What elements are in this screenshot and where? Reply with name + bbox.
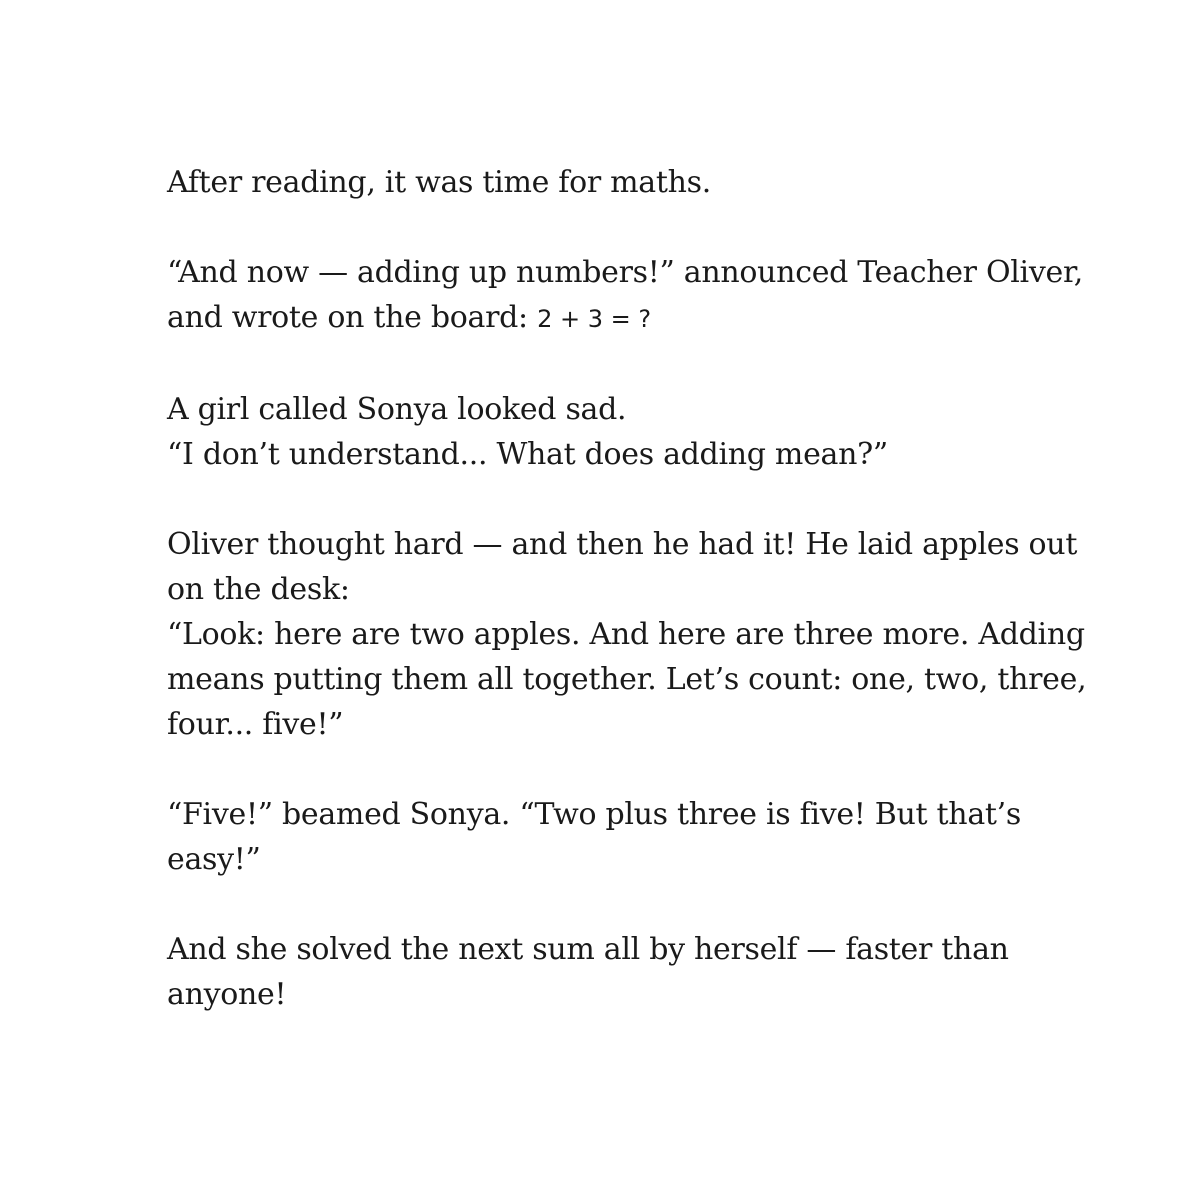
text-line: “Five!” beamed Sonya. “Two plus three is five! But that’s — [167, 797, 1021, 832]
text-line: And she solved the next sum all by herself — faster than — [167, 932, 1009, 967]
story-page — [167, 160, 1087, 1062]
paragraph-sonya-understands — [167, 792, 1087, 882]
paragraph-apples-explanation — [167, 522, 1087, 747]
text-line: easy!” — [167, 842, 261, 877]
paragraph-teacher-announcement — [167, 250, 1087, 342]
text-line: means putting them all together. Let’s count: one, two, three, — [167, 662, 1087, 697]
text-line: A girl called Sonya looked sad. — [167, 392, 627, 427]
paragraph-sonya-confused — [167, 387, 1087, 477]
text-line: “I don’t understand... What does adding mean?” — [167, 437, 888, 472]
text-fragment: and wrote on the board: — [167, 300, 538, 335]
paragraph-maths-time — [167, 160, 1087, 205]
text-line: anyone! — [167, 977, 287, 1012]
text-line: on the desk: — [167, 572, 350, 607]
text-line: four... five!” — [167, 707, 344, 742]
text-line — [167, 295, 1087, 342]
text-line: “And now — adding up numbers!” announced Teacher Oliver, — [167, 255, 1083, 290]
paragraph-sonya-solves — [167, 927, 1087, 1017]
text-line: “Look: here are two apples. And here are three more. Adding — [167, 617, 1085, 652]
board-equation: 2 + 3 = ? — [537, 305, 652, 333]
text-line: After reading, it was time for maths. — [167, 165, 711, 200]
text-line: Oliver thought hard — and then he had it! He laid apples out — [167, 527, 1078, 562]
